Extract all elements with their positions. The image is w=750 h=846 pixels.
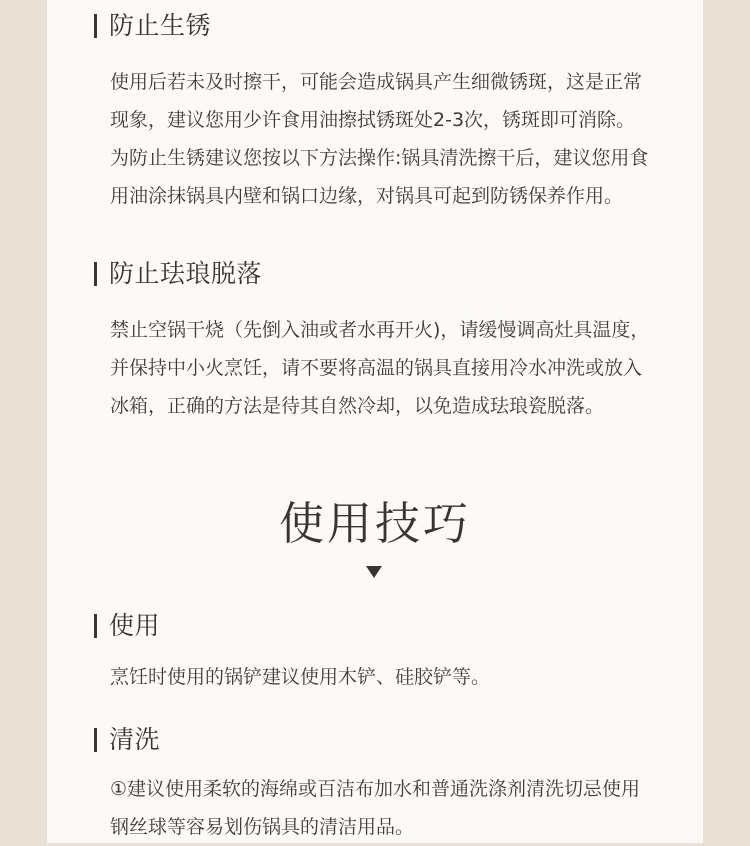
paragraph-usage: 烹饪时使用的锅铲建议使用木铲、硅胶铲等。 xyxy=(110,666,491,688)
triangle-down-icon xyxy=(366,566,382,578)
section-usage xyxy=(94,610,674,696)
section-heading xyxy=(94,724,674,756)
heading-bar xyxy=(94,728,97,752)
section-prevent-rust xyxy=(94,10,674,215)
section-heading xyxy=(94,10,674,42)
heading-prevent-rust: 防止生锈 xyxy=(109,11,212,40)
section-heading xyxy=(94,258,674,290)
paragraph-prevent-rust: 使用后若未及时擦干，可能会造成锅具产生细微锈斑，这是正常现象，建议您用少许食用油擦拭锈斑处2-3次，锈斑即可消除。为防止生锈建议您按以下方法操作:锅具清洗擦干后，建议您用食用油涂抹锅具内壁和锅口边缘，对锅具可起到防锈保养作用。 xyxy=(110,71,649,207)
heading-usage: 使用 xyxy=(109,611,161,640)
section-cleaning xyxy=(94,724,674,846)
section-prevent-enamel-peeling xyxy=(94,258,674,425)
heading-bar xyxy=(94,262,97,286)
paragraph-prevent-enamel-peeling: 禁止空锅干烧（先倒入油或者水再开火)，请缓慢调高灶具温度，并保持中小火烹饪，请不要将高温的锅具直接用冷水冲洗或放入冰箱，正确的方法是待其自然冷却，以免造成珐琅瓷脱落。 xyxy=(110,319,650,417)
heading-bar xyxy=(94,614,97,638)
paragraph-cleaning: ①建议使用柔软的海绵或百洁布加水和普通洗涤剂清洗切忌使用钢丝球等容易划伤锅具的清洁用品。 xyxy=(110,778,641,838)
heading-cleaning: 清洗 xyxy=(109,725,161,754)
heading-prevent-enamel-peeling: 防止珐琅脱落 xyxy=(109,259,263,288)
section-heading xyxy=(94,610,674,642)
heading-bar xyxy=(94,14,97,38)
tips-title: 使用技巧 xyxy=(278,497,471,550)
